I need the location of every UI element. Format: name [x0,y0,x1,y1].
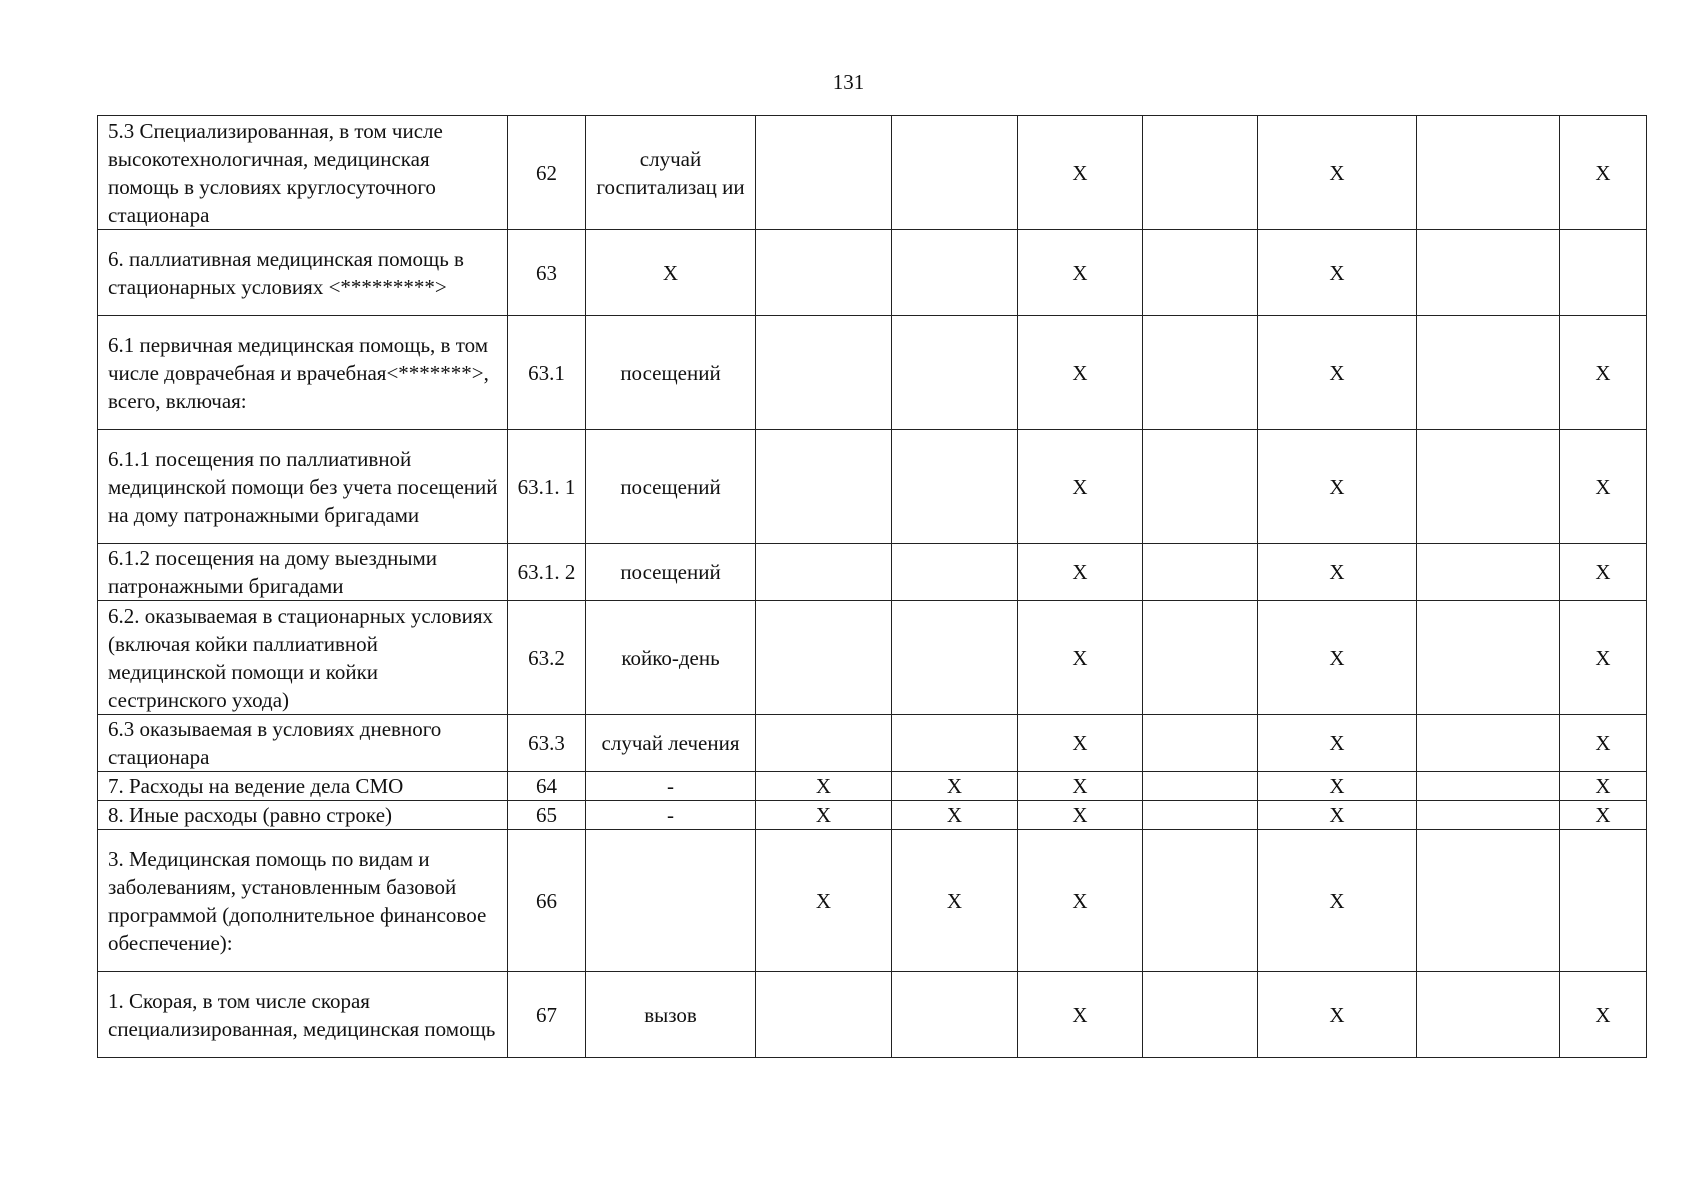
row-name-cell: 5.3 Специализированная, в том числе высокотехнологичная, медицинская помощь в условиях круглосуточного стационара [98,116,508,230]
row-col8-cell: X [1258,316,1417,430]
row-code-cell: 63 [508,230,586,316]
row-col10-cell: X [1560,772,1647,801]
row-col9-cell [1417,430,1560,544]
row-col9-cell [1417,772,1560,801]
row-col4-cell: X [756,830,892,972]
row-col10-cell [1560,230,1647,316]
row-name-cell: 6.3 оказываемая в условиях дневного стационара [98,715,508,772]
row-col5-cell: X [892,801,1018,830]
row-col10-cell [1560,830,1647,972]
row-col5-cell [892,601,1018,715]
row-name-cell: 6.1 первичная медицинская помощь, в том числе доврачебная и врачебная<*******>, всего, включая: [98,316,508,430]
row-col4-cell [756,544,892,601]
row-col10-cell: X [1560,972,1647,1058]
row-col6-cell: X [1018,116,1143,230]
row-name-cell: 1. Скорая, в том числе скорая специализированная, медицинская помощь [98,972,508,1058]
row-col4-cell [756,430,892,544]
row-col7-cell [1143,230,1258,316]
table-row [98,972,1647,1058]
row-col9-cell [1417,116,1560,230]
row-col9-cell [1417,830,1560,972]
row-col6-cell: X [1018,430,1143,544]
row-col4-cell [756,715,892,772]
row-col9-cell [1417,801,1560,830]
row-col6-cell: X [1018,544,1143,601]
row-col4-cell: X [756,801,892,830]
row-code-cell: 64 [508,772,586,801]
row-unit-cell [586,830,756,972]
table-row [98,772,1647,801]
row-code-cell: 63.1. 1 [508,430,586,544]
table-row [98,430,1647,544]
row-col5-cell [892,230,1018,316]
row-col4-cell [756,601,892,715]
row-col5-cell [892,116,1018,230]
row-col9-cell [1417,316,1560,430]
row-col10-cell: X [1560,430,1647,544]
row-unit-cell: случай лечения [586,715,756,772]
row-col6-cell: X [1018,772,1143,801]
row-col5-cell [892,715,1018,772]
row-col6-cell: X [1018,316,1143,430]
row-col6-cell: X [1018,715,1143,772]
row-col10-cell: X [1560,715,1647,772]
row-col6-cell: X [1018,230,1143,316]
row-code-cell: 66 [508,830,586,972]
table-row [98,544,1647,601]
row-code-cell: 63.1 [508,316,586,430]
row-col7-cell [1143,316,1258,430]
row-name-cell: 7. Расходы на ведение дела СМО [98,772,508,801]
row-col10-cell: X [1560,316,1647,430]
row-col5-cell: X [892,772,1018,801]
row-col6-cell: X [1018,972,1143,1058]
row-col8-cell: X [1258,772,1417,801]
row-col7-cell [1143,601,1258,715]
row-col7-cell [1143,430,1258,544]
table-row [98,116,1647,230]
row-col5-cell: X [892,830,1018,972]
row-col9-cell [1417,544,1560,601]
row-col7-cell [1143,830,1258,972]
row-col7-cell [1143,772,1258,801]
row-code-cell: 65 [508,801,586,830]
row-unit-cell: койко-день [586,601,756,715]
table-row [98,601,1647,715]
row-name-cell: 6.2. оказываемая в стационарных условиях (включая койки паллиативной медицинской помощи и койки сестринского ухода) [98,601,508,715]
row-col5-cell [892,430,1018,544]
row-col9-cell [1417,230,1560,316]
row-col4-cell [756,316,892,430]
row-col6-cell: X [1018,830,1143,972]
row-unit-cell: - [586,772,756,801]
row-col7-cell [1143,972,1258,1058]
row-col10-cell: X [1560,116,1647,230]
row-col8-cell: X [1258,544,1417,601]
row-col4-cell [756,972,892,1058]
data-table [97,115,1647,1058]
row-code-cell: 67 [508,972,586,1058]
row-col8-cell: X [1258,972,1417,1058]
row-col4-cell [756,116,892,230]
row-col10-cell: X [1560,801,1647,830]
row-col8-cell: X [1258,715,1417,772]
row-col8-cell: X [1258,830,1417,972]
row-unit-cell: вызов [586,972,756,1058]
row-unit-cell: - [586,801,756,830]
row-col7-cell [1143,715,1258,772]
row-code-cell: 63.2 [508,601,586,715]
row-col5-cell [892,544,1018,601]
table-body [98,116,1647,1058]
row-col8-cell: X [1258,230,1417,316]
row-col10-cell: X [1560,601,1647,715]
row-col8-cell: X [1258,430,1417,544]
row-col7-cell [1143,544,1258,601]
page-number: 131 [832,70,865,94]
row-code-cell: 63.3 [508,715,586,772]
row-col6-cell: X [1018,601,1143,715]
row-code-cell: 63.1. 2 [508,544,586,601]
row-name-cell: 6.1.2 посещения на дому выездными патронажными бригадами [98,544,508,601]
row-unit-cell: X [586,230,756,316]
row-col4-cell [756,230,892,316]
table-row [98,316,1647,430]
table-row [98,830,1647,972]
row-col7-cell [1143,116,1258,230]
row-col9-cell [1417,715,1560,772]
row-unit-cell: посещений [586,544,756,601]
row-name-cell: 6.1.1 посещения по паллиативной медицинской помощи без учета посещений на дому патронажными бригадами [98,430,508,544]
row-col5-cell [892,316,1018,430]
row-unit-cell: посещений [586,430,756,544]
row-col8-cell: X [1258,801,1417,830]
row-col8-cell: X [1258,116,1417,230]
row-col10-cell: X [1560,544,1647,601]
row-col8-cell: X [1258,601,1417,715]
row-col5-cell [892,972,1018,1058]
table-row [98,230,1647,316]
row-col7-cell [1143,801,1258,830]
row-col4-cell: X [756,772,892,801]
table-row [98,715,1647,772]
row-col9-cell [1417,601,1560,715]
row-unit-cell: случай госпитализац ии [586,116,756,230]
row-code-cell: 62 [508,116,586,230]
row-unit-cell: посещений [586,316,756,430]
row-col9-cell [1417,972,1560,1058]
row-name-cell: 3. Медицинская помощь по видам и заболеваниям, установленным базовой программой (дополнительное финансовое обеспечение): [98,830,508,972]
row-name-cell: 6. паллиативная медицинская помощь в стационарных условиях <*********> [98,230,508,316]
row-col6-cell: X [1018,801,1143,830]
row-name-cell: 8. Иные расходы (равно строке) [98,801,508,830]
table-row [98,801,1647,830]
